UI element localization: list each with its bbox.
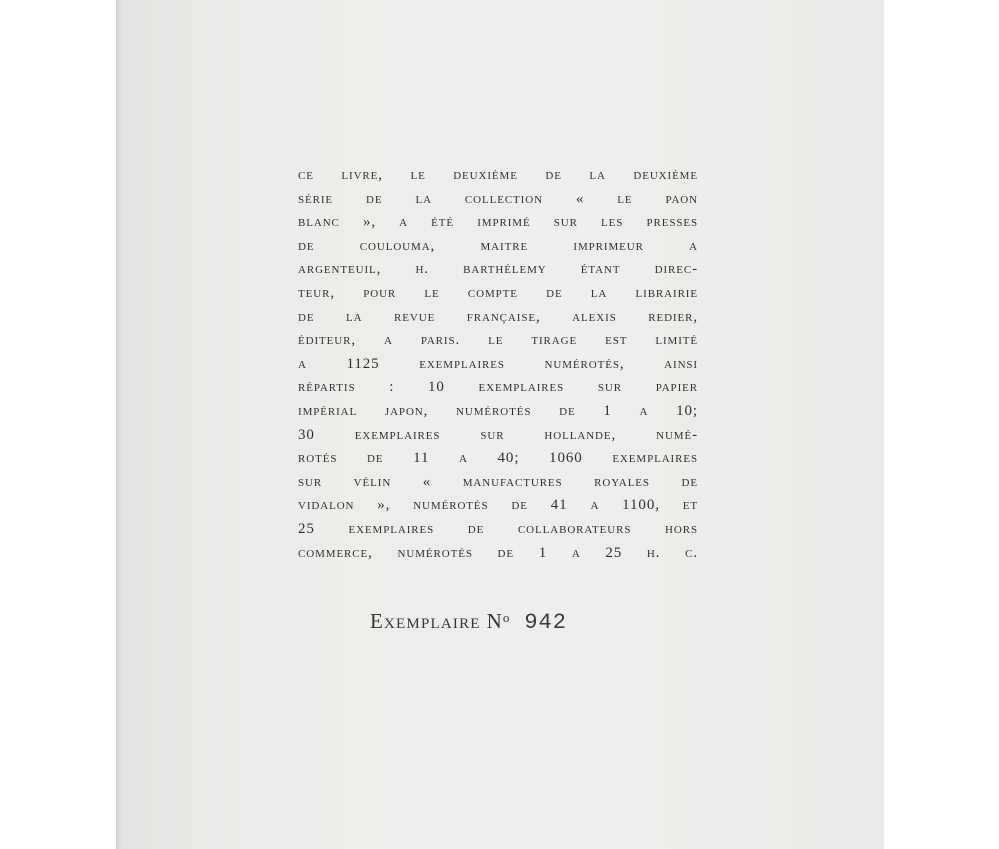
colophon-line: répartis : 10 exemplaires sur papier [298, 379, 698, 396]
colophon-text [298, 164, 698, 565]
colophon-line: commerce, numérotés de 1 a 25 h. c. [298, 544, 698, 561]
colophon-line: impérial japon, numérotés de 1 a 10; [298, 402, 698, 419]
colophon-line: a 1125 exemplaires numérotés, ainsi [298, 355, 698, 372]
copy-label: Exemplaire [370, 609, 481, 633]
colophon-line: série de la collection « le paon [298, 190, 698, 207]
page-edge-shadow [116, 0, 122, 849]
colophon-line: éditeur, a paris. le tirage est limité [298, 332, 698, 349]
colophon-line: teur, pour le compte de la librairie [298, 284, 698, 301]
colophon-line: sur vélin « manufactures royales de [298, 473, 698, 490]
colophon-line: de la revue française, alexis redier, [298, 308, 698, 325]
copy-number-line [370, 601, 567, 635]
colophon-line: rotés de 11 a 40; 1060 exemplaires [298, 450, 698, 467]
number-sign [487, 609, 511, 633]
colophon-line: vidalon », numérotés de 41 a 1100, et [298, 497, 698, 514]
colophon-line: 25 exemplaires de collaborateurs hors [298, 520, 698, 537]
colophon-line: de coulouma, maitre imprimeur a [298, 237, 698, 254]
colophon-line: blanc », a été imprimé sur les presses [298, 214, 698, 231]
number-sign-letter: N [486, 609, 503, 633]
colophon-line: argenteuil, h. barthélemy étant direc- [298, 261, 698, 278]
colophon-line: ce livre, le deuxième de la deuxième [298, 167, 698, 183]
colophon-line: 30 exemplaires sur hollande, numé- [298, 426, 698, 443]
copy-number: 942 [524, 610, 567, 635]
number-sign-superscript: o [502, 610, 511, 625]
